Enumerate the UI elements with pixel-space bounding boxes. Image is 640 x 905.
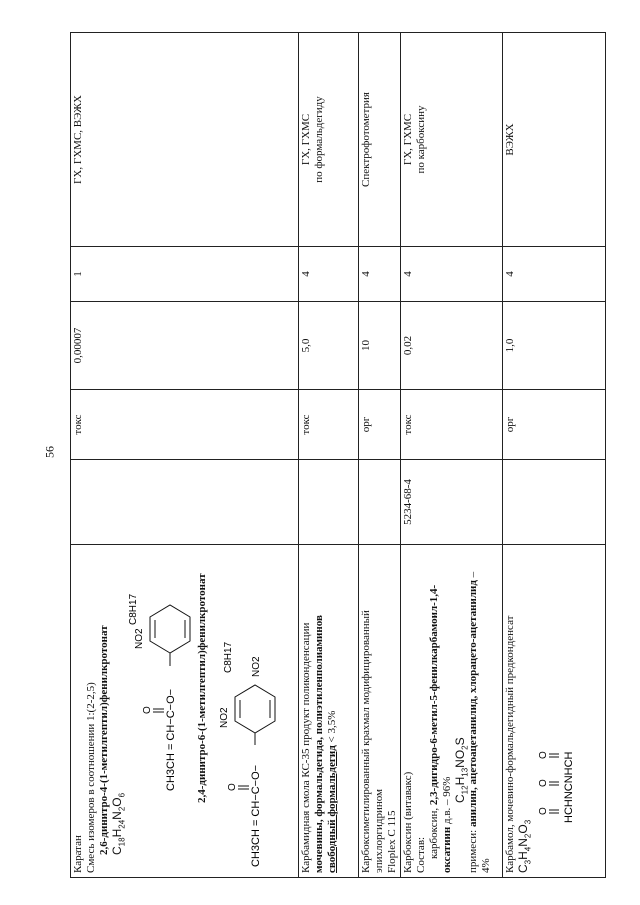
method-cell: ВЭЖХ [503, 33, 606, 247]
formula-sub: 2 [523, 833, 533, 839]
structure-isomer2 [209, 553, 279, 873]
substance-name: Каратан [72, 835, 84, 873]
carboxin-composition: Состав: [415, 836, 427, 873]
cas-cell [71, 460, 299, 545]
formula-sub: 2 [117, 806, 127, 812]
cas-cell [299, 460, 359, 545]
hazard-cell: токс [299, 390, 359, 460]
ks35-line1: Карбамидная смола КС-35 продукт поликонденсации [300, 622, 312, 873]
method-cell: Спектрофотометрия [359, 33, 401, 247]
formula-part: C [110, 846, 124, 855]
carbonyl-o: O [142, 706, 153, 714]
method-cell: ГХ, ГХМС, ВЭЖХ [71, 33, 299, 247]
formula-sub: 3 [523, 819, 533, 825]
ks35-line3 [326, 549, 339, 873]
molecular-formula: $C_{18}H_{24}N_2O_6$ [110, 792, 127, 855]
formaldehyde-limit: < 3,5% [326, 710, 338, 743]
value-cell: 0,00007 [71, 302, 299, 390]
floplex-line1: Карбоксиметилированный крахмал модифицированный [360, 610, 372, 873]
text-part: оксатиин [441, 826, 453, 873]
formula-sub: 13 [460, 767, 470, 777]
o-label: O [538, 807, 549, 815]
formula-sub: 6 [117, 792, 127, 798]
hazard-cell: токс [401, 390, 503, 460]
method-line: по карбоксину [415, 105, 427, 174]
formula-part: NO [453, 749, 467, 768]
no2-label: NO2 [134, 628, 145, 649]
hazard-cell: орг [503, 390, 606, 460]
table-row [503, 33, 606, 878]
floplex-line3: Floplex C 115 [386, 810, 398, 873]
table-row [359, 33, 401, 878]
formula-sub: 24 [117, 819, 127, 829]
carboxin-line4 [441, 549, 454, 873]
class-cell: 4 [401, 247, 503, 302]
page-number: 56 [42, 446, 57, 458]
table-row [71, 33, 299, 878]
text-part: 2,3-дигидро-6-метил-5-фенилкарбамоил-1,4- [428, 584, 440, 806]
o-label: O [538, 751, 549, 759]
structure-isomer1 [124, 563, 194, 863]
carboxin-impurity-percent: 4% [480, 858, 492, 873]
method-line: по формальдегиду [313, 96, 325, 183]
method-cell [299, 33, 359, 247]
formula-sub: 12 [460, 785, 470, 795]
carboxin-impurities [467, 549, 480, 873]
substance-cell-floplex [359, 545, 401, 878]
class-cell: 4 [503, 247, 606, 302]
formula-part: S [453, 737, 467, 746]
substance-cell-carboxin [401, 545, 503, 878]
carboxin-title: Карбоксин (витавакс) [402, 771, 414, 873]
class-cell: 1 [71, 247, 299, 302]
chain-text: CH3CH = CH−C−O− [165, 688, 177, 791]
formula-sub: 3 [523, 859, 533, 865]
method-line: ГХ, ГХМС [300, 113, 312, 166]
isomer1-name: 2,6-динитро-4-(1-метилгептил)фенилкротонат [98, 625, 110, 855]
method-cell [401, 33, 503, 247]
class-cell: 4 [359, 247, 401, 302]
text-part: – [467, 571, 479, 581]
value-cell: 1,0 [503, 302, 606, 390]
formula-sub: 4 [523, 846, 533, 852]
isomer-ratio: Смесь изомеров в соотношении 1:(2-2,5) [85, 682, 97, 873]
cas-cell [359, 460, 401, 545]
no2-label: NO2 [251, 656, 262, 677]
cas-cell [503, 460, 606, 545]
carbonyl-o: O [227, 783, 238, 791]
formula-sub: 2 [460, 745, 470, 750]
value-cell: 10 [359, 302, 401, 390]
text-part: анилин, ацетоацетанилид, хлорацето-ацетанилид [467, 580, 479, 828]
text-part: д.в. – 96% [441, 776, 453, 827]
carboxin-formula: $C_{12}H_{13}NO_2S$ [453, 737, 470, 803]
text-part: карбоксин, [428, 805, 440, 859]
substance-cell-ks35 [299, 545, 359, 878]
floplex-line2: эпихлоргидрином [373, 788, 385, 873]
table-row [401, 33, 503, 878]
carbamol-name: Карбамол, мочевино-формальдегидный предконденсат [504, 615, 516, 873]
chain-text: CH3CH = CH−C−O− [250, 764, 262, 867]
value-cell: 0,02 [401, 302, 503, 390]
free-formaldehyde: свободный формальдегид [326, 745, 338, 873]
ks35-line2: мочевины, формальдегида, полиэтиленполиаминов [313, 615, 325, 873]
hazard-cell: токс [71, 390, 299, 460]
method-line: ГХ, ГХМС [402, 113, 414, 166]
carbamol-struct-text: HCHNCNHCH [563, 751, 575, 823]
isomer2-name: 2,4-динитро-6-(1-метилгептил)фенилкротонат [196, 573, 208, 803]
substance-cell-carbamol [503, 545, 606, 878]
substance-cell-karatan [71, 545, 299, 878]
c8h17-label: C8H17 [128, 593, 139, 625]
carbamol-formula: $C_3H_4N_2O_3$ [516, 819, 533, 873]
table-row [299, 33, 359, 878]
class-cell: 4 [299, 247, 359, 302]
no2-label: NO2 [219, 707, 230, 728]
rotated-table-sheet [70, 33, 603, 878]
text-part: примеси: [467, 827, 479, 873]
c8h17-label: C8H17 [223, 641, 234, 673]
substance-table [70, 32, 606, 878]
rotated-table-wrapper [70, 33, 603, 878]
cas-cell: 5234-68-4 [401, 460, 503, 545]
formula-sub: 18 [117, 837, 127, 847]
structure-carbamol [530, 653, 580, 833]
hazard-cell: орг [359, 390, 401, 460]
o-label: O [538, 779, 549, 787]
value-cell: 5,0 [299, 302, 359, 390]
carboxin-line3 [428, 549, 441, 873]
